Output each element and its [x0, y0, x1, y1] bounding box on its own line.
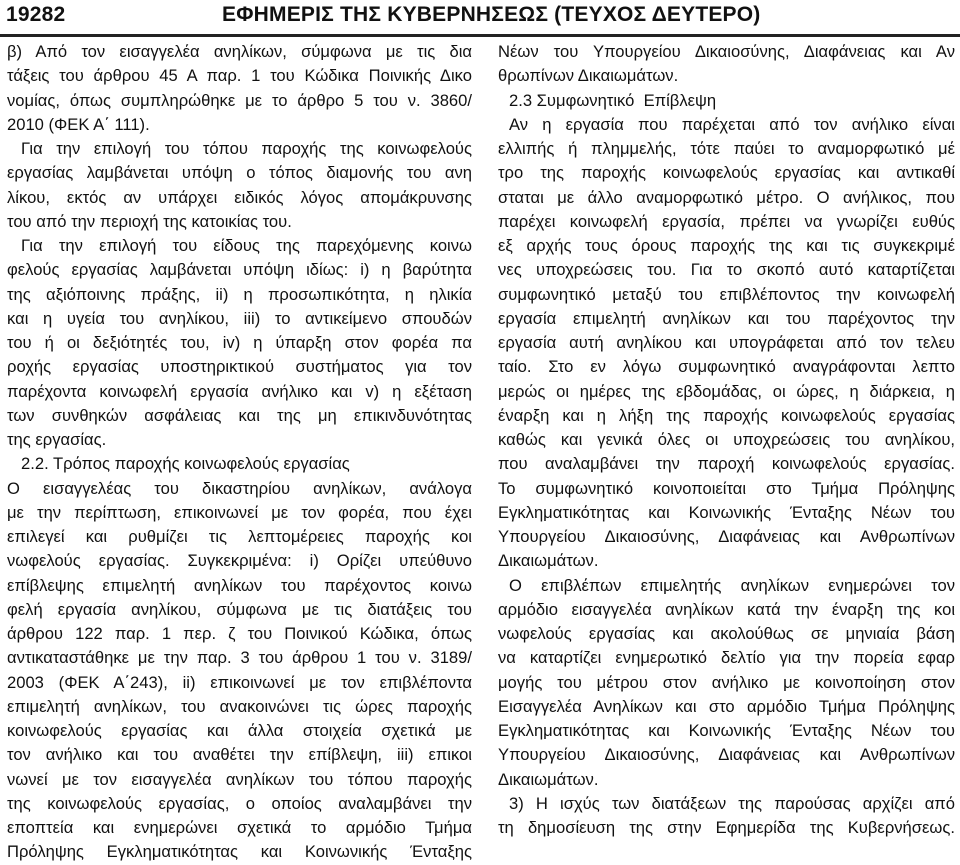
- text-line: εργασίας λαμβάνεται υπόψη ο τόπος διαμονής του ανη: [7, 163, 472, 183]
- text-line: αντικαταστάθηκε με την παρ. 3 του άρθρου 1 του ν. 3189/: [7, 648, 472, 668]
- text-line: Δικαιωμάτων.: [498, 769, 599, 789]
- text-line: 2010 (ΦΕΚ Α΄ 111).: [7, 114, 150, 134]
- text-line: ταίο. Στο εν λόγω συμφωνητικό αναγράφονται λεπτο: [498, 357, 955, 377]
- text-line: να καταρτίζει ενημερωτικό δελτίο για την πορεία εφαρ: [498, 648, 955, 668]
- text-line: με την περίπτωση, επικοινωνεί με τον φορέα, που έχει: [7, 502, 472, 522]
- text-line: μογής του μέτρου στον ανήλικο με κοινοποίηση στον: [498, 672, 955, 692]
- text-line: λίκου, εκτός αν υπάρχει ειδικός λόγος απομάκρυνσης: [7, 187, 472, 207]
- text-line: της εργασίας.: [7, 430, 107, 449]
- text-line: σταται με άλλο αναμορφωτικό μέτρο. Ο ανήλικος, που: [498, 187, 955, 207]
- text-line: Υπουργείου Δικαιοσύνης, Διαφάνειας και Ανθρωπίνων: [498, 527, 955, 546]
- text-line: φελή εργασία ανηλίκου, σύμφωνα με τις διατάξεις του: [7, 599, 472, 619]
- text-line: αρμόδιο εισαγγελέα ανηλίκων κατά την έναρξη της κοι: [498, 599, 955, 619]
- text-line: επιμελητή ανηλίκων, του ανακοινώνει τις ώρες παροχής: [7, 696, 472, 716]
- text-line: Πρόληψης Εγκληματικότητας και Κοινωνικής Ένταξης: [7, 842, 472, 862]
- text-line: Για την επιλογή του τόπου παροχής της κοινωφελούς: [21, 139, 472, 158]
- text-line: παρέχει κοινωφελή εργασία, πρέπει να γνωρίζει ευθύς: [498, 211, 955, 231]
- text-line: 3) Η ισχύς των διατάξεων της παρούσας αρχίζει από: [509, 793, 955, 813]
- text-line: νες υποχρεώσεις του. Για το σκοπό αυτό καταρτίζεται: [498, 260, 955, 280]
- text-line: των συνθηκών ασφάλειας και της μη επικινδυνότητας: [7, 405, 472, 425]
- text-line: νωφελούς εργασίας. Συγκεκριμένα: i) Ορίζει υπεύθυνο: [7, 551, 472, 571]
- text-line: της αξιόποινης πράξης, ii) η προσωπικότητα, η ηλικία: [7, 284, 472, 304]
- text-line: Εισαγγελέα Ανηλίκων και στο αρμόδιο Τμήμα Πρόληψης: [498, 696, 955, 716]
- text-line: εργασία αυτή ανηλίκου και υπογράφεται από τον τελευ: [498, 333, 955, 352]
- text-line: που αναλαμβάνει την παροχή κοινωφελούς εργασίας.: [498, 454, 955, 474]
- text-line: εποπτεία και ενημερώνει σχετικά το αρμόδιο Τμήμα: [7, 818, 472, 837]
- header-rule: [0, 34, 960, 37]
- text-line: Ο εισαγγελέας του δικαστηρίου ανηλίκων, ανάλογα: [7, 478, 472, 498]
- text-line: καθώς και γενικά όλες οι υποχρεώσεις του ανηλίκου,: [498, 430, 955, 449]
- text-line: του ή οι δεξιότητές του, iv) η ύπαρξη στον φορέα πα: [7, 333, 472, 352]
- text-line: ελλιπής ή πλημμελής, τότε παύει το αναμορφωτικό μέ: [498, 139, 955, 158]
- text-line: νομίας, όπως συμπληρώθηκε με το άρθρο 5 του ν. 3860/: [7, 90, 472, 110]
- text-line: έναρξη και η λήξη της παροχής κοινωφελούς εργασίας: [498, 405, 955, 425]
- text-line: Για την επιλογή του είδους της παρεχόμενης κοινω: [21, 236, 472, 255]
- text-line: Νέων του Υπουργείου Δικαιοσύνης, Διαφάνειας και Αν: [498, 42, 955, 61]
- text-line: εξ αρχής τους όρους παροχής της και τις συγκεκριμέ: [498, 236, 955, 255]
- text-line: 2003 (ΦΕΚ Α΄243), ii) επικοινωνεί με τον επιβλέποντα: [7, 672, 472, 692]
- text-line: τρο της παροχής κοινωφελούς εργασίας και αντικαθί: [498, 163, 955, 183]
- text-line: εργασία επιμελητή ανηλίκων και του παρέχοντος την: [498, 308, 955, 328]
- text-line: κοινωφελούς εργασίας και άλλα στοιχεία σχετικά με: [7, 721, 472, 740]
- text-line: Εγκληματικότητας και Κοινωνικής Ένταξης Νέων του: [498, 502, 955, 522]
- left-column: [7, 40, 472, 865]
- text-line: επίβλεψης επιμελητή ανηλίκων του παρέχοντος κοινω: [7, 575, 472, 595]
- text-line: άρθρου 122 παρ. 1 περ. ζ του Ποινικού Κώδικα, όπως: [7, 624, 472, 643]
- text-line: παρέχοντα κοινωφελή εργασία ανήλικο και v) η εξέταση: [7, 381, 472, 401]
- text-line: Το συμφωνητικό κοινοποιείται στο Τμήμα Πρόληψης: [498, 478, 955, 498]
- text-line: ροχής εργασίας υποστηρικτικού συστήματος για τον: [7, 357, 472, 377]
- text-line: Εγκληματικότητας και Κοινωνικής Ένταξης Νέων του: [498, 721, 955, 740]
- text-line: της κοινωφελούς εργασίας, ο οποίος αναλαμβάνει την: [7, 793, 472, 813]
- text-line: τον ανήλικο και του αναθέτει την επίβλεψη, iii) επικοι: [7, 745, 472, 765]
- text-line: φελούς εργασίας λαμβάνεται υπόψη ιδίως: i) η βαρύτητα: [7, 260, 472, 280]
- text-line: Αν η εργασία που παρέχεται από τον ανήλικο είναι: [509, 114, 955, 134]
- text-line: τάξεις του άρθρου 45 Α παρ. 1 του Κώδικα Ποινικής Δικο: [7, 66, 472, 86]
- text-line: Ο επιβλέπων επιμελητής ανηλίκων ενημερώνει τον: [509, 575, 955, 595]
- right-column: [498, 40, 955, 840]
- text-line: Δικαιωμάτων.: [498, 551, 599, 571]
- gazette-title: ΕΦΗΜΕΡΙΣ ΤΗΣ ΚΥΒΕΡΝΗΣΕΩΣ (ΤΕΥΧΟΣ ΔΕΥΤΕΡΟ): [222, 3, 761, 26]
- text-line: επιλεγεί και ρυθμίζει τις λεπτομέρειες παροχής κοι: [7, 527, 472, 546]
- text-line: μερώς οι ημέρες της εβδομάδας, οι ώρες, η διάρκεια, η: [498, 381, 955, 401]
- page-header: [0, 0, 960, 30]
- section-heading: 2.2. Τρόπος παροχής κοινωφελούς εργασίας: [21, 454, 350, 474]
- text-line: Υπουργείου Δικαιοσύνης, Διαφάνειας και Ανθρωπίνων: [498, 745, 955, 765]
- text-line: συμφωνητικό μεταξύ του επιβλέποντος την κοινωφελή: [498, 284, 955, 304]
- text-line: του από την περιοχή της κατοικίας του.: [7, 211, 292, 231]
- section-heading: 2.3 Συμφωνητικό Επίβλεψη: [509, 90, 717, 110]
- text-line: β) Από τον εισαγγελέα ανηλίκων, σύμφωνα με τις δια: [7, 42, 472, 61]
- page-number: 19282: [6, 3, 66, 26]
- text-line: θρωπίνων Δικαιωμάτων.: [498, 66, 679, 86]
- text-line: τη δημοσίευση της στην Εφημερίδα της Κυβερνήσεως.: [498, 818, 955, 837]
- text-line: νωφελούς εργασίας και ακολούθως σε μηνιαία βάση: [498, 624, 955, 643]
- text-line: και η υγεία του ανηλίκου, iii) το αντικείμενο σπουδών: [7, 308, 472, 328]
- text-line: νωνεί με τον εισαγγελέα ανηλίκων του τόπου παροχής: [7, 769, 472, 789]
